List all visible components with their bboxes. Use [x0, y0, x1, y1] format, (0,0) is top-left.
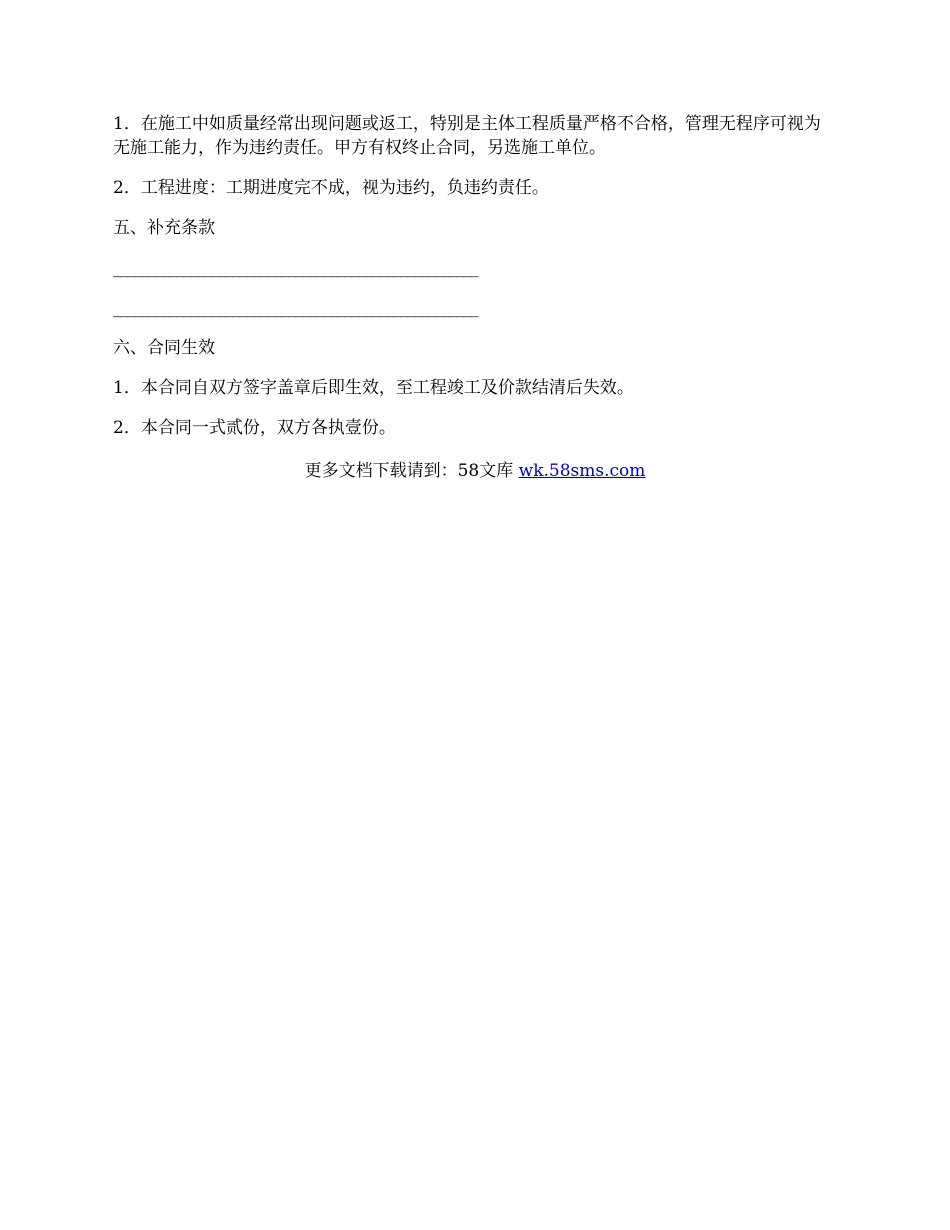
footer-text: 更多文档下载请到：58文库 — [304, 461, 519, 481]
clause-quality: 1．在施工中如质量经常出现问题或返工，特别是主体工程质量严格不合格，管理无程序可视为无施工能力，作为违约责任。甲方有权终止合同，另选施工单位。 — [113, 114, 821, 158]
section-heading-supplementary: 五、补充条款 — [113, 218, 215, 238]
footer-link[interactable]: wk.58sms.com — [518, 461, 646, 481]
section-heading-effectiveness: 六、合同生效 — [113, 338, 215, 358]
clause-copies: 2．本合同一式贰份，双方各执壹份。 — [113, 418, 396, 438]
clause-effective-date: 1．本合同自双方签字盖章后即生效，至工程竣工及价款结清后失效。 — [113, 378, 634, 398]
clause-schedule: 2．工程进度：工期进度完不成，视为违约，负违约责任。 — [113, 178, 549, 198]
blank-fill-line: ____________________________________________________ — [113, 298, 477, 318]
blank-fill-line: ____________________________________________________ — [113, 258, 477, 278]
download-footer — [0, 459, 950, 483]
document-body — [113, 112, 833, 440]
